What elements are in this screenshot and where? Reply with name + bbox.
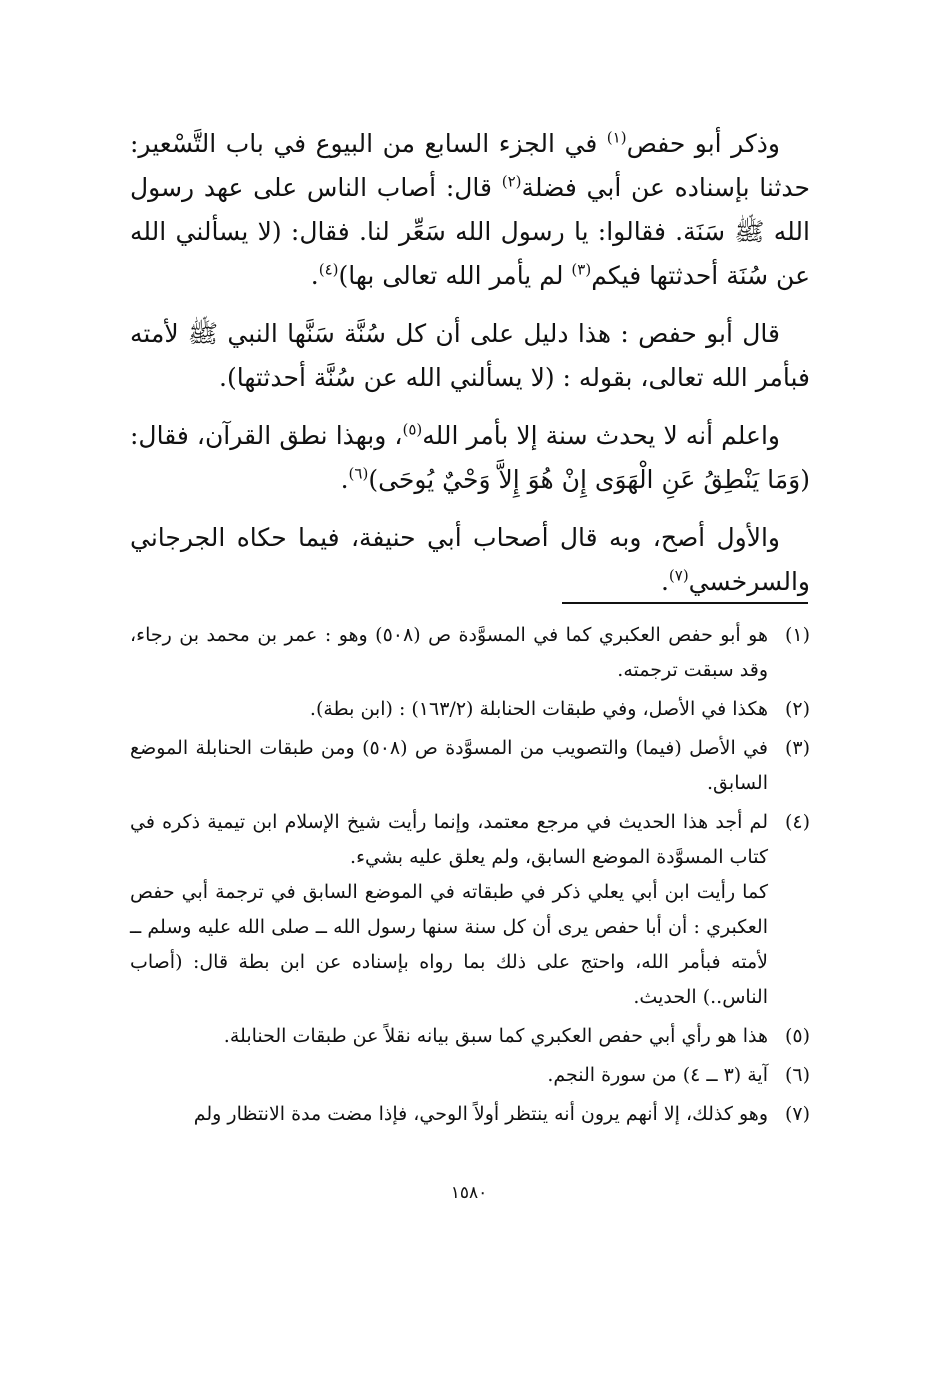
paragraph-text: قال: أصاب الناس على عهد رسول الله ﷺ سَنَة. فقالوا: يا رسول الله سَعِّر لنا. فقال: (لا يسألني الله عن سُنَة أحدثتها فيكم (130, 173, 810, 290)
footnote-number: (٦) (784, 1064, 810, 1086)
footnote-number: (٣) (784, 737, 810, 759)
footnote-item (130, 692, 810, 727)
main-paragraph (130, 516, 810, 604)
paragraph-text: والأول أصح، وبه قال أصحاب أبي حنيفة، فيما حكاه الجرجاني والسرخسي (130, 523, 810, 596)
paragraph-text: في الجزء السابع من البيوع في باب التَّسْعير: حدثنا بإسناده عن أبي فضلة (130, 129, 810, 202)
footnote-reference[interactable]: (٣) (571, 260, 592, 279)
page-number: ١٥٨٠ (450, 1183, 488, 1203)
footnote-number: (٢) (784, 698, 810, 720)
paragraph-text: . (310, 261, 319, 290)
footnote-number: (١) (784, 624, 810, 646)
footnote-text: آية (٣ ــ ٤) من سورة النجم. (547, 1064, 768, 1086)
footnote-reference[interactable]: (٧) (668, 566, 689, 585)
paragraph-text: قال أبو حفص : هذا دليل على أن كل سُنَّة سَنَّها النبي ﷺ لأمته فبأمر الله تعالى، بقوله : (لا يسألني الله عن سُنَّة أحدثتها). (130, 319, 810, 392)
footnote-text: هكذا في الأصل، وفي طبقات الحنابلة (١٦٣/٢) : (ابن بطة). (309, 698, 768, 720)
footnote-text: وهو كذلك، إلا أنهم يرون أنه ينتظر أولاً الوحي، فإذا مضت مدة الانتظار ولم (193, 1103, 768, 1125)
footnote-text: هو أبو حفص العكبري كما في المسوَّدة ص (٥٠٨) وهو : عمر بن محمد بن رجاء، وقد سبقت ترجمته. (130, 624, 768, 681)
footnote-item (130, 1019, 810, 1054)
paragraph-text: . (340, 465, 349, 494)
footnote-reference[interactable]: (٦) (348, 464, 369, 483)
footnote-reference[interactable]: (٤) (318, 260, 339, 279)
main-paragraph (130, 414, 810, 502)
paragraph-text: . (660, 567, 669, 596)
footnote-text: لم أجد هذا الحديث في مرجع معتمد، وإنما رأيت شيخ الإسلام ابن تيمية ذكره في كتاب المسوَّدة الموضع السابق، ولم يعلق عليه بشيء. (130, 811, 768, 868)
paragraph-text: واعلم أنه لا يحدث سنة إلا بأمر الله (422, 421, 780, 450)
paragraph-text: لم يأمر الله تعالى بها) (338, 261, 572, 290)
footnote-number: (٥) (784, 1025, 810, 1047)
footnote-text: هذا هو رأي أبي حفص العكبري كما سبق بيانه نقلاً عن طبقات الحنابلة. (223, 1025, 768, 1047)
footnote-number: (٤) (784, 811, 810, 833)
paragraph-text: وذكر أبو حفص (626, 129, 780, 158)
footnote-text: في الأصل (فيما) والتصويب من المسوَّدة ص (٥٠٨) ومن طبقات الحنابلة الموضع السابق. (130, 737, 769, 794)
footnotes-section (130, 618, 810, 1136)
footnote-reference[interactable]: (١) (606, 128, 627, 147)
footnote-number: (٧) (784, 1103, 810, 1125)
main-text-body (130, 122, 810, 618)
footnote-separator (562, 602, 808, 604)
footnote-reference[interactable]: (٢) (501, 172, 522, 191)
main-paragraph (130, 312, 810, 400)
footnote-item (130, 1097, 810, 1132)
footnote-text: كما رأيت ابن أبي يعلي ذكر في طبقاته في الموضع السابق في ترجمة أبي حفص العكبري : أن أبا حفص يرى أن كل سنة سنها رسول الله ــ صلى الله عليه وسلم ــ لأمته فبأمر الله، واحتج على ذلك بما رواه بإسناده عن ابن بطة قال: (أصاب الناس..) الحديث. (130, 881, 768, 1008)
footnote-item (130, 805, 810, 1015)
footnote-reference[interactable]: (٥) (402, 420, 423, 439)
paragraph-text: ، وبهذا نطق القرآن، فقال: (وَمَا يَنْطِقُ عَنِ الْهَوَى إِنْ هُوَ إِلاَّ وَحْيٌ يُوحَى) (130, 421, 810, 494)
footnote-item (130, 618, 810, 688)
footnote-item (130, 731, 810, 801)
main-paragraph (130, 122, 810, 298)
footnote-item (130, 1058, 810, 1093)
